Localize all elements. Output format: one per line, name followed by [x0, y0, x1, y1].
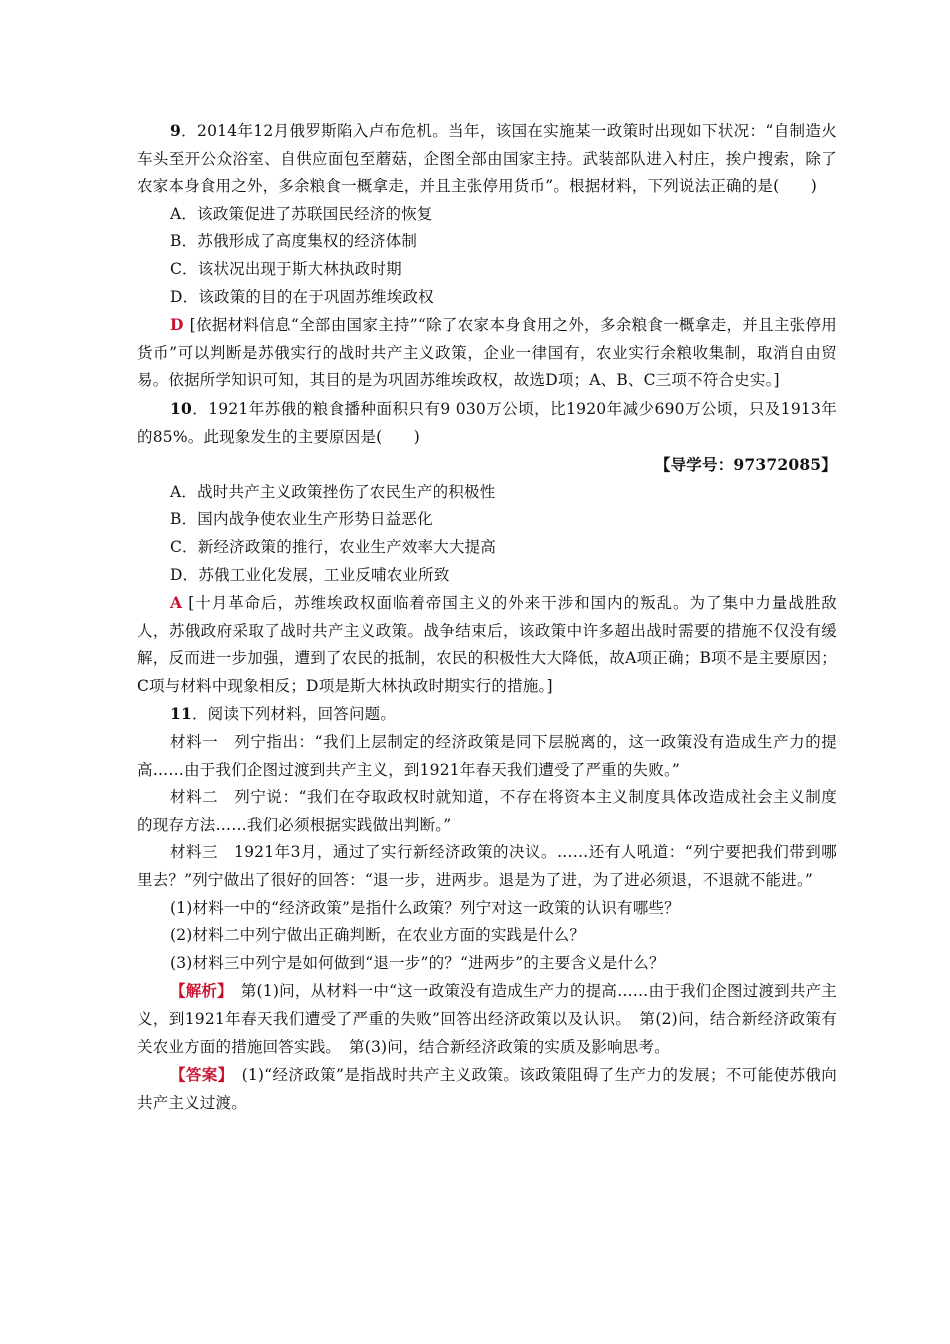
question-text: ．1921年苏俄的粮食播种面积只有9 030万公顷，比1920年减少690万公顷，只及1913年的85%。此现象发生的主要原因是( ) — [137, 399, 837, 446]
explanation-text: [十月革命后，苏维埃政权面临着帝国主义的外来干涉和国内的叛乱。为了集中力量战胜敌人，苏俄政府采取了战时共产主义政策。战争结束后，该政策中许多超出战时需要的措施不仅没有缓解，反而进一步加强，遭到了农民的抵制，农民的积极性大大降低，故A项正确；B项不是主要原因；C项与材料中现象相反；D项是斯大林执政时期实行的措施。] — [137, 594, 837, 695]
answer-paragraph — [137, 1061, 837, 1117]
answer-text: (1)“经济政策”是指战时共产主义政策。该政策阻碍了生产力的发展；不可能使苏俄向共产主义过渡。 — [137, 1066, 837, 1112]
option-c: C．新经济政策的推行，农业生产效率大大提高 — [170, 537, 497, 556]
analysis-text: 第(1)问，从材料一中“这一政策没有造成生产力的提高……由于我们企图过渡到共产主义，到1921年春天我们遭受了严重的失败”回答出经济政策以及认识。 第(2)问，结合新经济政策有关农业方面的措施回答实践。 第(3)问，结合新经济政策的实质及影响思考。 — [137, 982, 837, 1056]
option-d: D．苏俄工业化发展，工业反哺农业所致 — [170, 565, 450, 584]
option-c: C．该状况出现于斯大林执政时期 — [170, 259, 402, 278]
explanation-text: [依据材料信息“全部由国家主持”“除了农家本身食用之外，多余粮食一概拿走，并且主张停用货币”可以判断是苏俄实行的战时共产主义政策，企业一律国有，农业实行余粮收集制，取消自由贸易。依据所学知识可知，其目的是为巩固苏维埃政权，故选D项；A、B、C三项不符合史实。] — [137, 316, 837, 390]
sub-question-1: (1)材料一中的“经济政策”是指什么政策？列宁对这一政策的认识有哪些？ — [170, 898, 680, 917]
question-9-explanation — [137, 311, 837, 395]
analysis-paragraph — [137, 977, 837, 1061]
guide-number: 【导学号：97372085】 — [654, 455, 837, 475]
question-10-stem — [137, 395, 837, 451]
question-number: 9 — [170, 121, 181, 140]
analysis-tag: 【解析】 — [170, 981, 233, 1001]
sub-question-2: (2)材料二中列宁做出正确判断，在农业方面的实践是什么？ — [170, 926, 586, 945]
sub-question-3: (3)材料三中列宁是如何做到“退一步”的？“进两步”的主要含义是什么？ — [170, 953, 665, 972]
question-11-stem — [137, 700, 837, 729]
question-text: ．阅读下列材料，回答问题。 — [191, 705, 397, 724]
material-3: 材料三 1921年3月，通过了实行新经济政策的决议。……还有人吼道：“列宁要把我们带到哪里去？”列宁做出了很好的回答：“退一步，进两步。退是为了进，为了进必须退，不退就不能进。” — [137, 843, 837, 890]
answer-letter: A — [170, 593, 183, 613]
option-a: A．该政策促进了苏联国民经济的恢复 — [170, 204, 433, 223]
material-2: 材料二 列宁说：“我们在夺取政权时就知道，不存在将资本主义制度具体改造成社会主义制度的现存方法……我们必须根据实践做出判断。” — [137, 788, 837, 834]
question-text: ．2014年12月俄罗斯陷入卢布危机。当年，该国在实施某一政策时出现如下状况：“自制造火车头至开公众浴室、自供应面包至蘑菇，企图全部由国家主持。武装部队进入村庄，挨户搜索，除了农家本身食用之外，多余粮食一概拿走，并且主张停用货币”。根据材料，下列说法正确的是( ) — [137, 122, 837, 196]
option-d: D．该政策的目的在于巩固苏维埃政权 — [170, 287, 434, 306]
question-9-stem — [137, 117, 837, 201]
document-page — [137, 117, 837, 1117]
material-1: 材料一 列宁指出：“我们上层制定的经济政策是同下层脱离的，这一政策没有造成生产力的提高……由于我们企图过渡到共产主义，到1921年春天我们遭受了严重的失败。” — [137, 733, 837, 779]
answer-letter: D — [170, 315, 184, 335]
question-number: 10 — [170, 398, 192, 418]
option-a: A．战时共产主义政策挫伤了农民生产的积极性 — [170, 482, 496, 501]
option-b: B．苏俄形成了高度集权的经济体制 — [170, 232, 418, 251]
question-10-explanation — [137, 589, 837, 700]
option-b: B．国内战争使农业生产形势日益恶化 — [170, 510, 433, 529]
answer-tag: 【答案】 — [170, 1065, 234, 1085]
question-number: 11 — [170, 704, 192, 724]
